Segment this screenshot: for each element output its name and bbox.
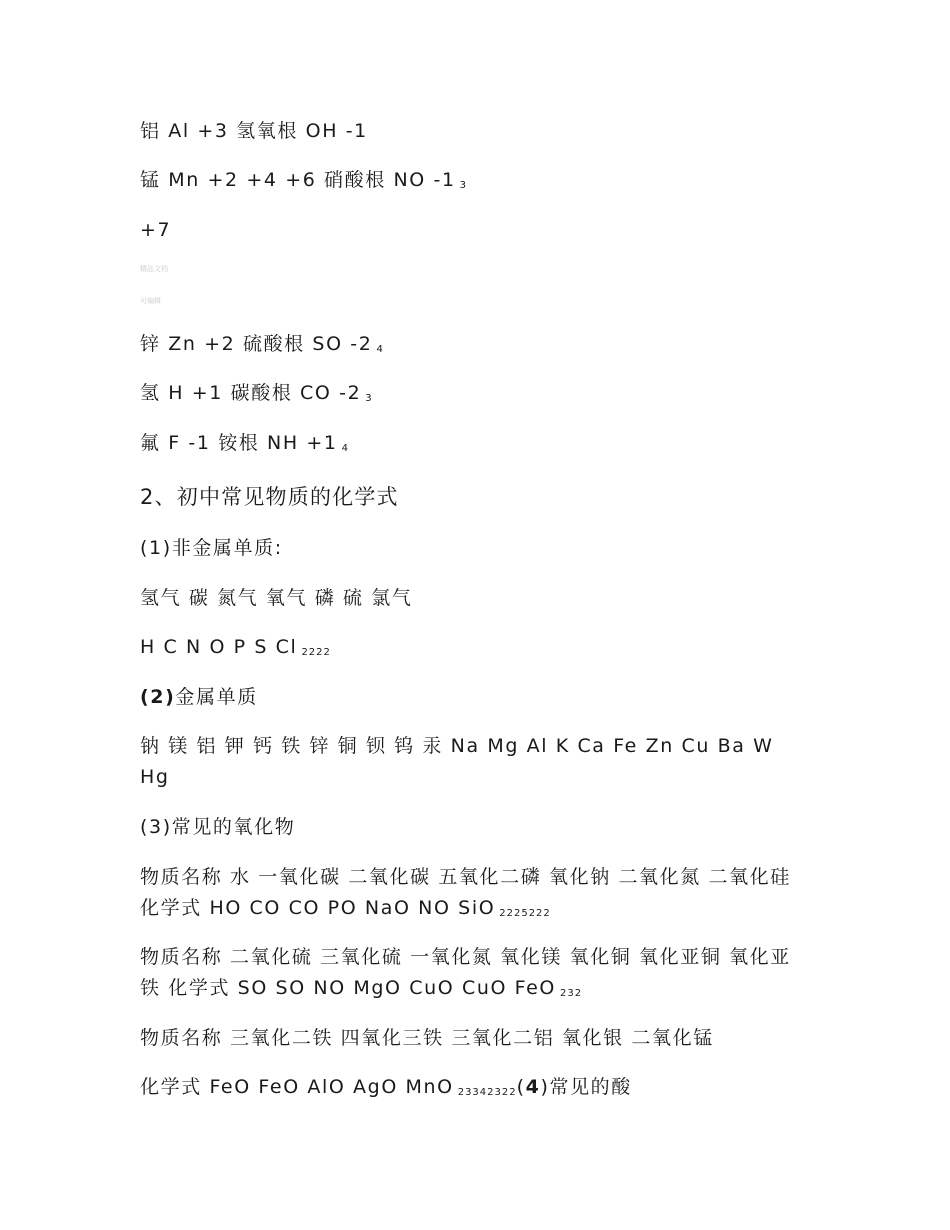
watermark-text: 可编辑	[140, 297, 161, 305]
line-text: 锌 Zn +2 硫酸根 SO -2	[140, 333, 373, 355]
metal-elements: 钠 镁 铝 钾 钙 铁 锌 铜 钡 钨 汞 Na Mg Al K Ca Fe Zn Cu Ba W Hg	[140, 735, 774, 788]
subscript-numbers: 2225222	[499, 908, 551, 919]
subsection-heading-oxide: (3)常见的氧化物	[140, 816, 296, 838]
subscript-numbers: 23342322	[457, 1087, 517, 1098]
watermark-text: 精品文档	[140, 265, 168, 273]
section-heading: 2、初中常见物质的化学式	[140, 485, 399, 509]
line-text: 物质名称 二氧化硫 三氧化硫 一氧化氮 氧化镁 氧化铜 氧化亚铜 氧化亚铁 化学式 SO SO NO MgO CuO CuO FeO	[140, 946, 791, 999]
subscript-numbers: 3	[365, 393, 373, 404]
valence-line-zinc	[140, 329, 384, 365]
heading-number: (2)	[140, 686, 176, 708]
line-text: 氟 F -1 铵根 NH +1	[140, 432, 338, 454]
subscript-numbers: 2222	[301, 647, 331, 658]
oxide-group-1	[140, 862, 810, 929]
subscript-numbers: 4	[376, 344, 384, 355]
line-text: H C N O P S Cl	[140, 636, 298, 658]
valence-line-aluminum	[140, 116, 368, 147]
valence-line-fluorine	[140, 428, 349, 464]
acid-heading-number: 4	[525, 1076, 541, 1098]
oxide-group-3-names: 物质名称 三氧化二铁 四氧化三铁 三氧化二铝 氧化银 二氧化锰	[140, 1027, 714, 1049]
acid-heading-text: )常见的酸	[540, 1076, 632, 1098]
acid-heading-open: (	[516, 1076, 526, 1098]
line-text: 物质名称 水 一氧化碳 二氧化碳 五氧化二磷 氧化钠 二氧化氮 二氧化硅 化学式 HO CO CO PO NaO NO SiO	[140, 866, 791, 919]
oxide-group-3-formulas	[140, 1072, 632, 1108]
valence-line-manganese	[140, 165, 467, 201]
line-text: 氢 H +1 碳酸根 CO -2	[140, 382, 362, 404]
subscript-numbers: 4	[341, 443, 349, 454]
subsection-heading-nonmetal: (1)非金属单质:	[140, 537, 283, 559]
nonmetal-names: 氢气 碳 氮气 氧气 磷 硫 氯气	[140, 587, 413, 609]
line-text: 铝 Al +3 氢氧根 OH -1	[140, 120, 368, 142]
subsection-heading-metal	[140, 682, 258, 713]
line-text: +7	[140, 219, 172, 241]
subscript-numbers: 3	[459, 180, 468, 191]
subscript-numbers: 232	[560, 988, 583, 999]
valence-line-plus7	[140, 215, 171, 246]
line-text: 化学式 FeO FeO AlO AgO MnO	[140, 1076, 454, 1098]
valence-line-hydrogen	[140, 378, 373, 414]
heading-text: 金属单质	[175, 686, 258, 708]
oxide-group-2	[140, 942, 810, 1009]
nonmetal-formulas	[140, 632, 331, 668]
line-text: 锰 Mn +2 +4 +6 硝酸根 NO -1	[140, 169, 456, 191]
